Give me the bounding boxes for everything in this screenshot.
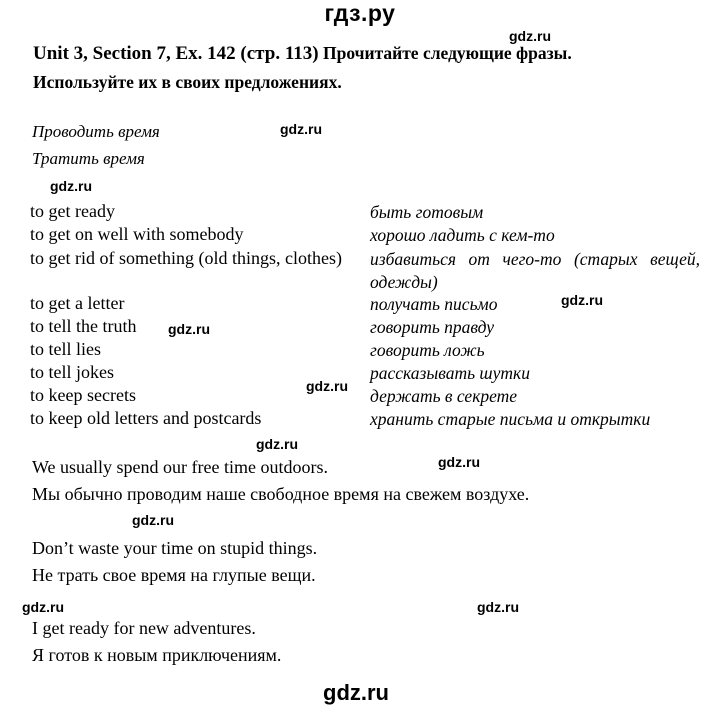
watermark: gdz.ru bbox=[306, 378, 348, 394]
phrase-ru: говорить ложь bbox=[370, 340, 485, 360]
watermark: gdz.ru bbox=[256, 436, 298, 452]
site-title: гдз.ру bbox=[324, 0, 396, 26]
phrase-en: to keep secrets bbox=[30, 385, 136, 405]
exercise-reference: Unit 3, Section 7, Ex. 142 (стр. 113) bbox=[33, 43, 319, 64]
phrase-ru: избавиться от чего-то (старых вещей, одежды) bbox=[370, 249, 700, 292]
example-en: Don’t waste your time on stupid things. bbox=[32, 538, 318, 558]
watermark: gdz.ru bbox=[168, 321, 210, 337]
phrase-ru: держать в секрете bbox=[370, 386, 518, 406]
watermark: gdz.ru bbox=[132, 512, 174, 528]
example-en: I get ready for new adventures. bbox=[32, 618, 256, 638]
phrase-en: to tell jokes bbox=[30, 362, 114, 382]
watermark: gdz.ru bbox=[509, 28, 551, 44]
phrase-ru: говорить правду bbox=[370, 317, 495, 337]
example-ru: Мы обычно проводим наше свободное время на свежем воздухе. bbox=[32, 484, 530, 504]
phrase-ru: хорошо ладить с кем-то bbox=[370, 225, 555, 245]
example-ru: Не трать свое время на глупые вещи. bbox=[32, 565, 316, 585]
phrase-ru: получать письмо bbox=[370, 294, 498, 314]
example-ru: Я готов к новым приключениям. bbox=[32, 645, 282, 665]
phrase-ru: быть готовым bbox=[370, 202, 484, 222]
intro-phrase: Проводить время bbox=[32, 122, 160, 141]
phrase-en: to tell lies bbox=[30, 339, 101, 359]
phrase-en: to keep old letters and postcards bbox=[30, 408, 262, 428]
phrase-en: to get ready bbox=[30, 201, 115, 221]
watermark: gdz.ru bbox=[438, 454, 480, 470]
exercise-instruction: Прочитайте следующие фразы. bbox=[322, 43, 572, 63]
watermark: gdz.ru bbox=[323, 680, 389, 705]
exercise-heading bbox=[33, 43, 572, 65]
watermark: gdz.ru bbox=[280, 121, 322, 137]
phrase-en: to get rid of something (old things, clothes) bbox=[30, 248, 342, 268]
phrase-ru: хранить старые письма и открытки bbox=[370, 409, 651, 429]
phrase-en: to get a letter bbox=[30, 293, 125, 313]
phrase-en: to tell the truth bbox=[30, 316, 137, 336]
phrase-ru: рассказывать шутки bbox=[370, 363, 530, 383]
intro-phrase: Тратить время bbox=[32, 149, 145, 168]
watermark: gdz.ru bbox=[50, 178, 92, 194]
exercise-instruction-line2: Используйте их в своих предложениях. bbox=[33, 72, 342, 92]
watermark: gdz.ru bbox=[22, 599, 64, 615]
watermark: gdz.ru bbox=[561, 292, 603, 308]
phrase-en: to get on well with somebody bbox=[30, 224, 244, 244]
example-en: We usually spend our free time outdoors. bbox=[32, 457, 328, 477]
watermark: gdz.ru bbox=[477, 599, 519, 615]
